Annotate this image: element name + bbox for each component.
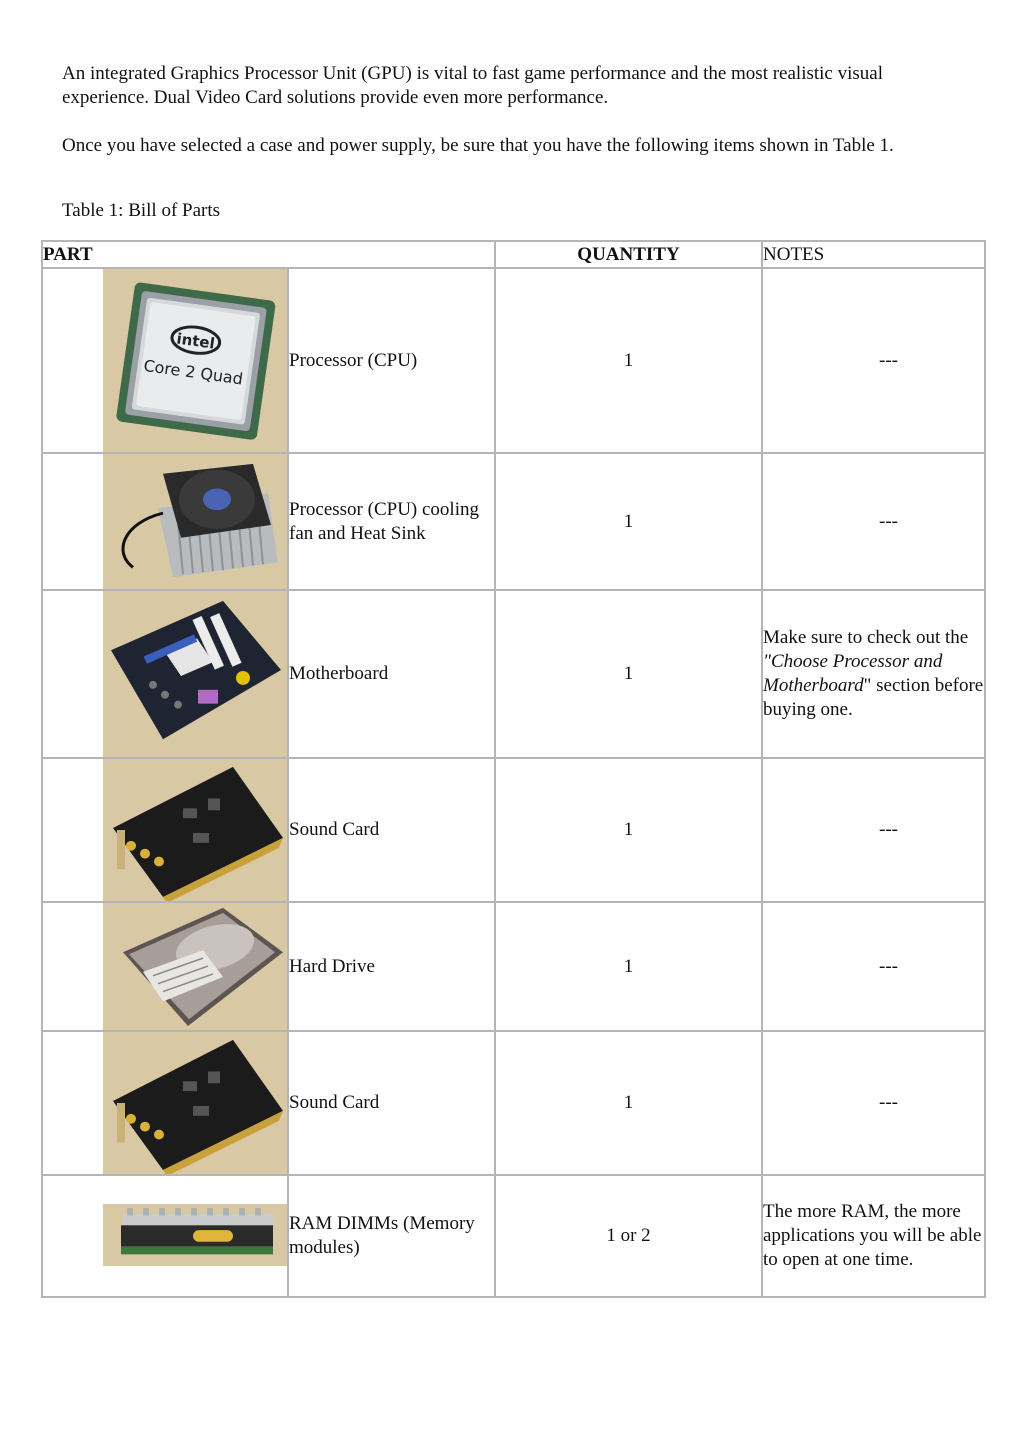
sound-card-icon xyxy=(103,1032,287,1174)
sound-card-icon xyxy=(103,759,287,901)
part-quantity: 1 xyxy=(495,268,762,453)
table-row xyxy=(42,590,985,758)
part-name: RAM DIMMs (Memory modules) xyxy=(288,1175,495,1297)
part-image-cell xyxy=(42,1031,288,1175)
intro-paragraph-items: Once you have selected a case and power supply, be sure that you have the following items shown in Table 1. xyxy=(62,135,894,156)
part-notes: --- xyxy=(762,902,985,1031)
table-row xyxy=(42,1175,985,1297)
part-notes: --- xyxy=(762,453,985,590)
notes-text-end: " section before buying one. xyxy=(763,675,984,720)
part-image-cell xyxy=(42,453,288,590)
table-row xyxy=(42,453,985,590)
part-notes: --- xyxy=(762,268,985,453)
part-name: Processor (CPU) cooling fan and Heat Sink xyxy=(288,453,495,590)
part-quantity: 1 xyxy=(495,902,762,1031)
part-name: Hard Drive xyxy=(288,902,495,1031)
notes-text: Make sure to check out the xyxy=(763,627,969,648)
header-quantity: QUANTITY xyxy=(495,241,762,268)
table-row xyxy=(42,1031,985,1175)
part-image-cell xyxy=(42,758,288,902)
part-quantity: 1 xyxy=(495,590,762,758)
header-part: PART xyxy=(42,241,495,268)
part-notes: The more RAM, the more applications you will be able to open at one time. xyxy=(762,1175,985,1297)
logo-subtext: Core 2 Quad xyxy=(142,355,245,389)
table-caption: Table 1: Bill of Parts xyxy=(62,200,221,221)
bill-of-parts-table xyxy=(41,240,986,1298)
table-row xyxy=(42,758,985,902)
part-image-cell xyxy=(42,1175,288,1297)
intro-paragraph-gpu: An integrated Graphics Processor Unit (GPU) is vital to fast game performance and the most realistic visual experience. Dual Video Card solutions provide even more performance. xyxy=(62,63,883,108)
part-quantity: 1 or 2 xyxy=(495,1175,762,1297)
table-header-row xyxy=(42,241,985,268)
part-image-cell xyxy=(42,268,288,453)
cooling-fan-icon xyxy=(103,454,287,589)
part-name: Motherboard xyxy=(288,590,495,758)
notes-italic-text: "Choose Processor and Motherboard xyxy=(763,651,943,696)
part-image-cell xyxy=(42,590,288,758)
cpu-icon xyxy=(103,269,287,452)
part-quantity: 1 xyxy=(495,453,762,590)
ram-module-icon xyxy=(103,1204,287,1266)
motherboard-icon xyxy=(103,591,287,757)
header-notes: NOTES xyxy=(762,241,985,268)
table-row xyxy=(42,268,985,453)
part-notes: --- xyxy=(762,758,985,902)
part-notes xyxy=(762,590,985,758)
part-name: Sound Card xyxy=(288,1031,495,1175)
part-name: Sound Card xyxy=(288,758,495,902)
part-quantity: 1 xyxy=(495,1031,762,1175)
table-row xyxy=(42,902,985,1031)
part-name: Processor (CPU) xyxy=(288,268,495,453)
hard-drive-icon xyxy=(103,903,287,1030)
part-quantity: 1 xyxy=(495,758,762,902)
logo-text: intel xyxy=(175,329,216,353)
part-notes: --- xyxy=(762,1031,985,1175)
part-image-cell xyxy=(42,902,288,1031)
